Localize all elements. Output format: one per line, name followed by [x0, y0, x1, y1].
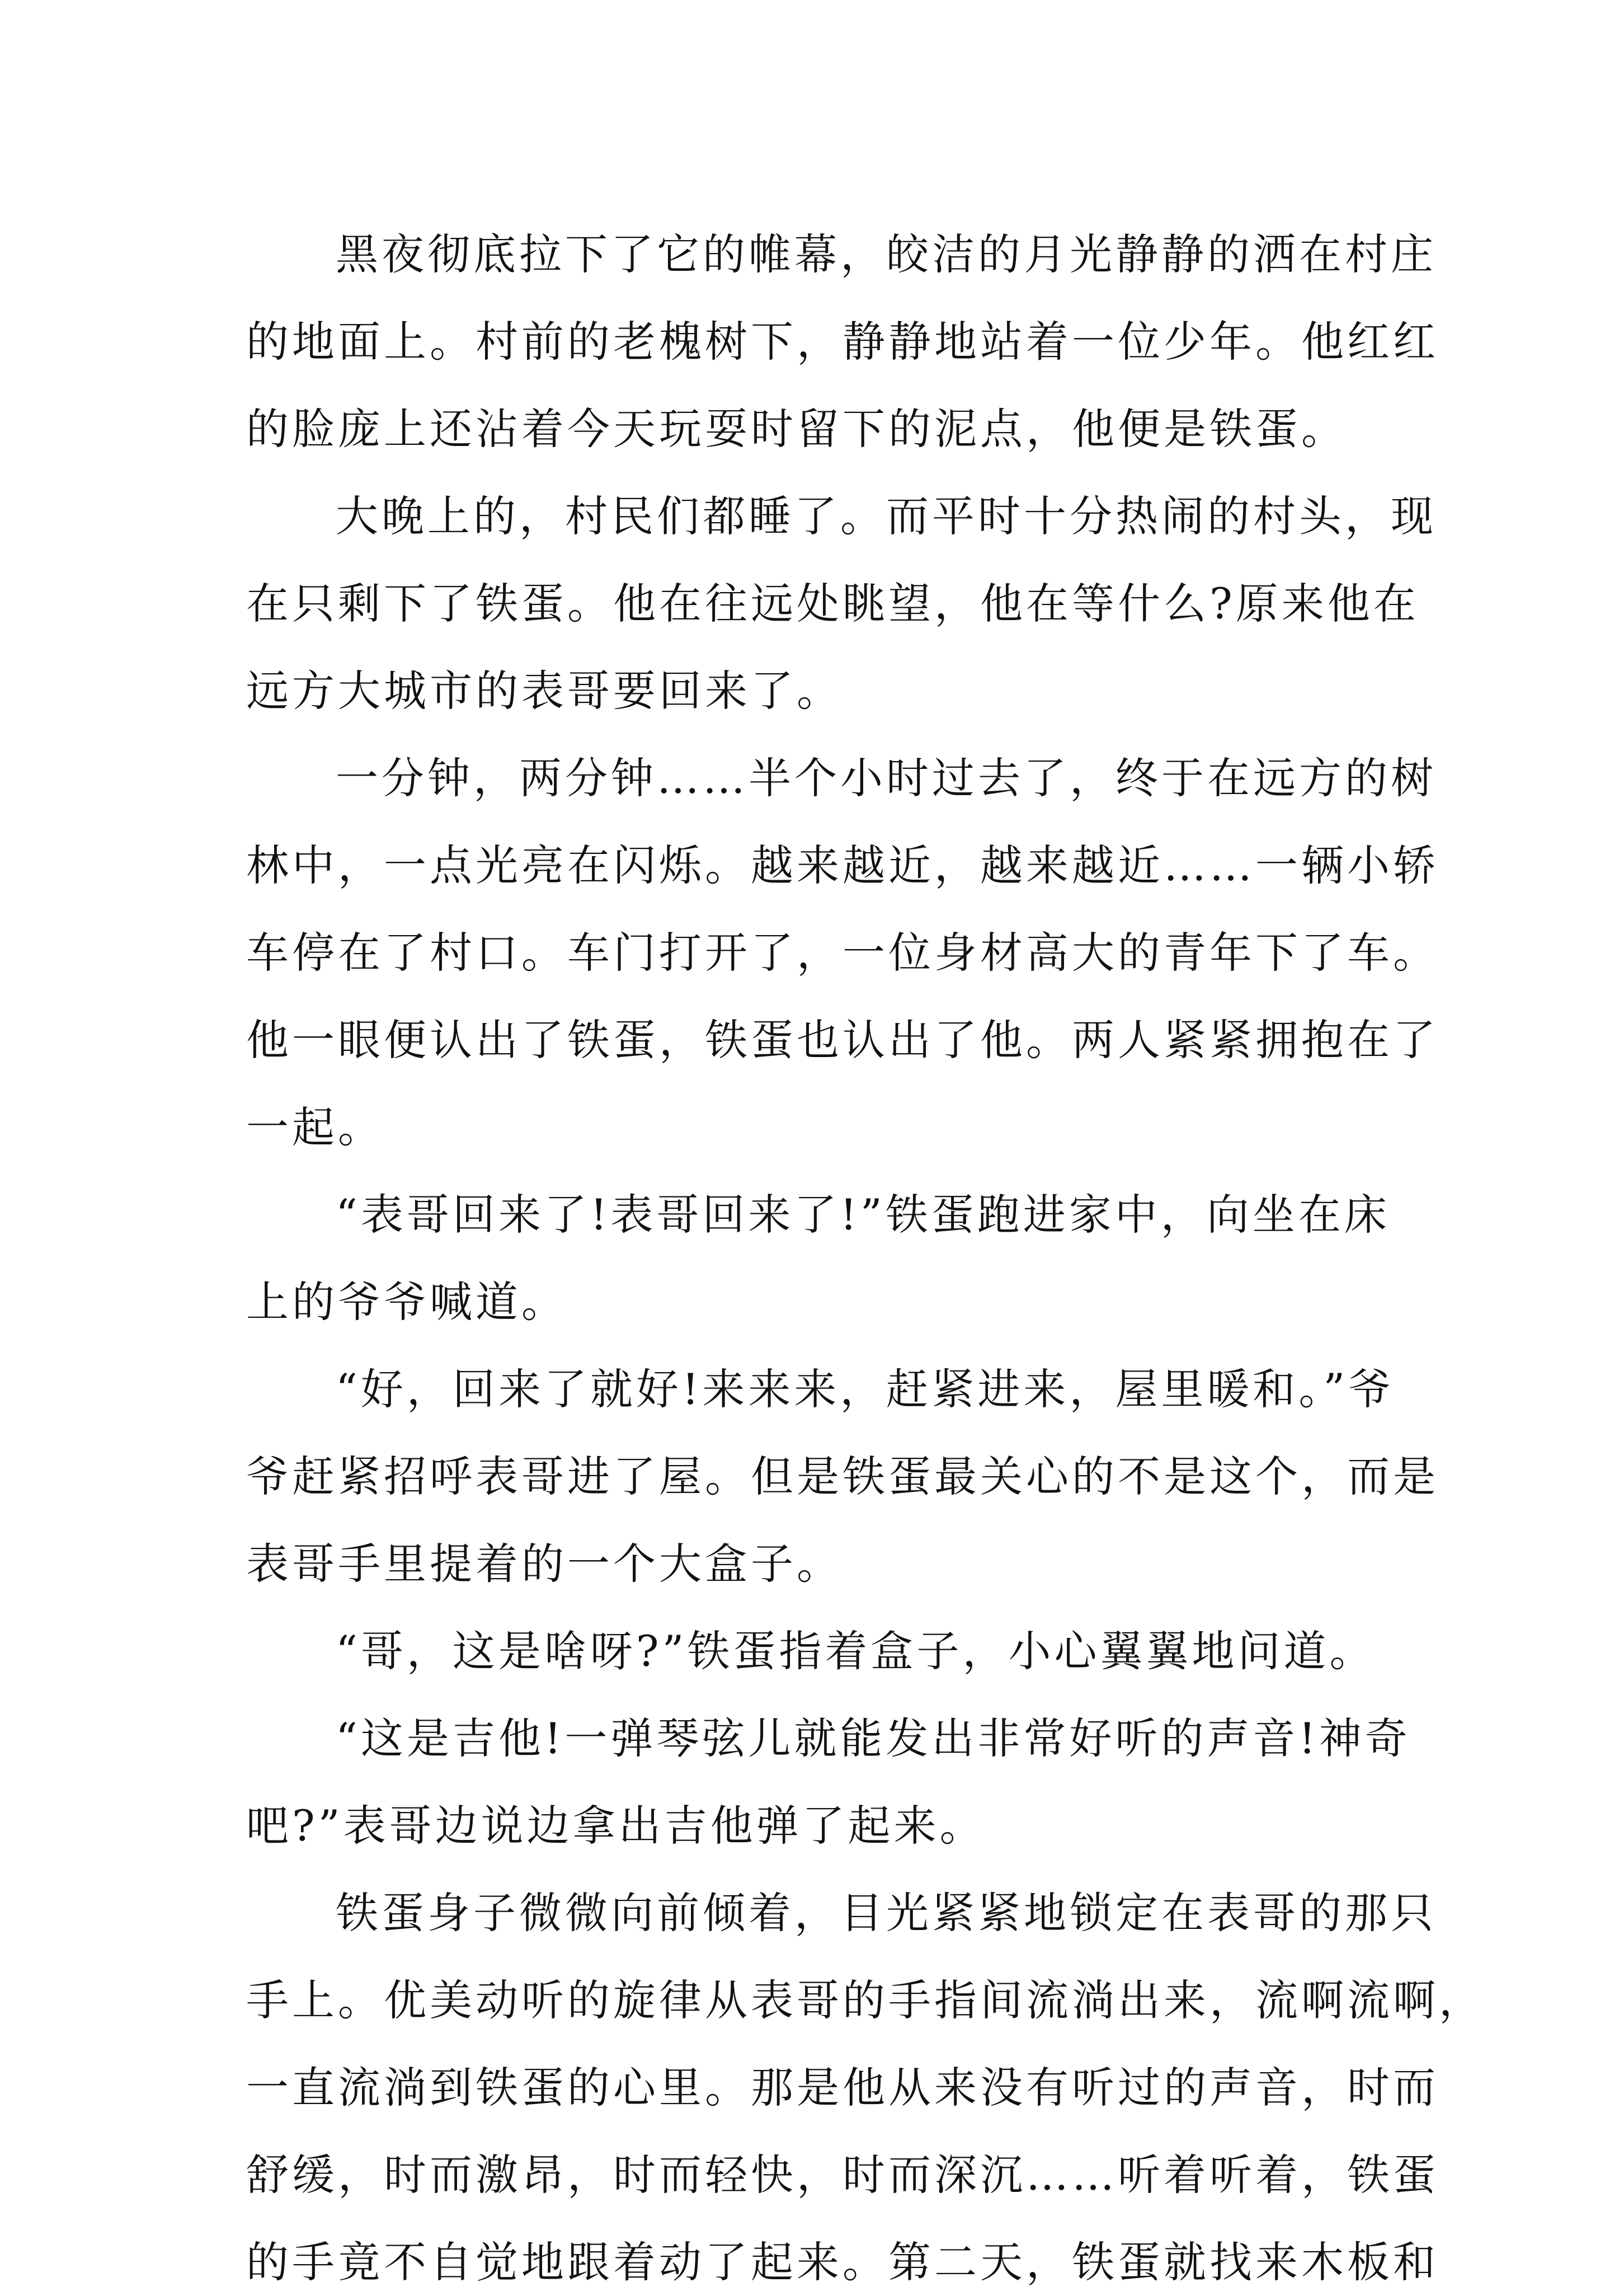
- text-line: 一直流淌到铁蛋的心里。那是他从来没有听过的声音，时而: [246, 2063, 1439, 2112]
- text-line: 在只剩下了铁蛋。他在往远处眺望，他在等什么?原来他在: [246, 579, 1419, 628]
- text-line: 的手竟不自觉地跟着动了起来。第二天，铁蛋就找来木板和: [246, 2237, 1439, 2287]
- text-line: 的脸庞上还沾着今天玩耍时留下的泥点，他便是铁蛋。: [246, 404, 1347, 454]
- text-line: 的地面上。村前的老槐树下，静静地站着一位少年。他红红: [246, 317, 1439, 367]
- text-line: 上的爷爷喊道。: [246, 1277, 567, 1327]
- text-line: 林中，一点光亮在闪烁。越来越近，越来越近……一辆小轿: [246, 841, 1439, 890]
- text-line: 手上。优美动听的旋律从表哥的手指间流淌出来，流啊流啊，: [246, 1975, 1485, 2025]
- text-line: 大晚上的，村民们都睡了。而平时十分热闹的村头，现: [336, 491, 1437, 541]
- text-line: “表哥回来了!表哥回来了!”铁蛋跑进家中，向坐在床: [336, 1190, 1390, 1239]
- text-line: “这是吉他!一弹琴弦儿就能发出非常好听的声音!神奇: [336, 1713, 1411, 1763]
- text-line: 远方大城市的表哥要回来了。: [246, 666, 843, 716]
- text-line: 铁蛋身子微微向前倾着，目光紧紧地锁定在表哥的那只: [336, 1888, 1437, 1938]
- text-line: “哥，这是啥呀?”铁蛋指着盒子，小心翼翼地问道。: [336, 1626, 1376, 1676]
- text-line: 表哥手里提着的一个大盒子。: [246, 1539, 843, 1589]
- text-line: 车停在了村口。车门打开了，一位身材高大的青年下了车。: [246, 928, 1439, 978]
- text-line: 吧?”表哥边说边拿出吉他弹了起来。: [246, 1801, 986, 1851]
- text-line: 爷赶紧招呼表哥进了屋。但是铁蛋最关心的不是这个，而是: [246, 1452, 1439, 1501]
- text-line: 他一眼便认出了铁蛋，铁蛋也认出了他。两人紧紧拥抱在了: [246, 1015, 1439, 1065]
- text-line: 一分钟，两分钟……半个小时过去了，终于在远方的树: [336, 753, 1437, 803]
- text-line: “好，回来了就好!来来来，赶紧进来，屋里暖和。”爷: [336, 1364, 1395, 1414]
- text-line: 黑夜彻底拉下了它的帷幕，皎洁的月光静静的洒在村庄: [336, 229, 1437, 279]
- text-line: 舒缓，时而激昂，时而轻快，时而深沉……听着听着，铁蛋: [246, 2150, 1439, 2200]
- text-line: 一起。: [246, 1102, 384, 1152]
